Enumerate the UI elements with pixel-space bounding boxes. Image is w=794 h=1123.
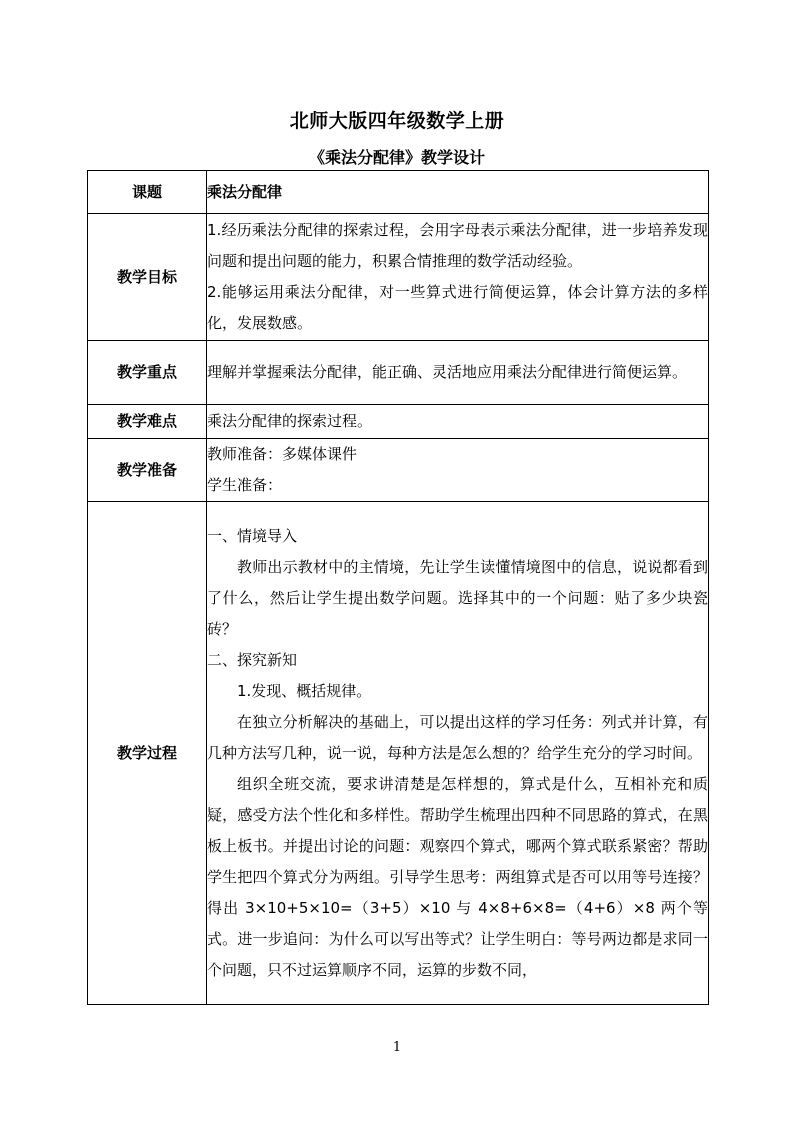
table-row-topic	[88, 171, 709, 214]
teacher-preparation: 教师准备：多媒体课件	[207, 445, 358, 463]
difficulties-label: 教学难点	[88, 405, 207, 439]
key-points-value: 理解并掌握乘法分配律，能正确、灵活地应用乘法分配律进行简便运算。	[207, 341, 709, 405]
process-paragraph-6: 组织全班交流，要求讲清楚是怎样想的，算式是什么，互相补充和质疑，感受方法个性化和多样性。帮助学生梳理出四种不同思路的算式，在黑板上板书。并提出讨论的问题：观察四个算式，哪两个算式联系紧密？帮助学生把四个算式分为两组。引导学生思考：两组算式是否可以用等号连接？得出 3×10+5×10=（3+5）×10 与 4×8+6×8=（4+6）×8 两个等式。进一步追问：为什么可以写出等式？让学生明白：等号两边都是求同一个问题，只不过运算顺序不同，运算的步数不同，	[207, 774, 708, 979]
objectives-content	[207, 214, 709, 341]
table-row-objectives	[88, 214, 709, 341]
preparation-label: 教学准备	[88, 439, 207, 502]
document-subtitle: 《乘法分配律》教学设计	[308, 148, 485, 167]
difficulties-value: 乘法分配律的探索过程。	[207, 405, 709, 439]
page-number: 1	[392, 1040, 402, 1055]
objective-item-1: 1.经历乘法分配律的探索过程，会用字母表示乘法分配律，进一步培养发现问题和提出问题的能力，积累合情推理的数学活动经验。	[207, 221, 708, 270]
table-row-key-points	[88, 341, 709, 405]
topic-label: 课题	[88, 171, 207, 214]
document-title: 北师大版四年级数学上册	[289, 110, 505, 132]
table-row-difficulties	[88, 405, 709, 439]
process-paragraph-4: 1.发现、概括规律。	[237, 681, 372, 700]
objectives-label: 教学目标	[88, 214, 207, 341]
process-paragraph-3: 二、探究新知	[207, 650, 298, 669]
process-paragraph-1: 一、情境导入	[207, 526, 298, 545]
table-row-preparation	[88, 439, 709, 502]
key-points-label: 教学重点	[88, 341, 207, 405]
lesson-plan-table	[87, 170, 709, 1005]
preparation-content	[207, 439, 709, 502]
student-preparation: 学生准备：	[207, 476, 283, 494]
process-content	[207, 502, 709, 1005]
objective-item-2: 2.能够运用乘法分配律，对一些算式进行简便运算，体会计算方法的多样化，发展数感。	[207, 283, 708, 332]
process-paragraph-5: 在独立分析解决的基础上，可以提出这样的学习任务：列式并计算，有几种方法写几种，说一说，每种方法是怎么想的？给学生充分的学习时间。	[207, 712, 708, 762]
topic-value: 乘法分配律	[207, 171, 709, 214]
process-paragraph-2: 教师出示教材中的主情境，先让学生读懂情境图中的信息，说说都看到了什么，然后让学生提出数学问题。选择其中的一个问题：贴了多少块瓷砖？	[207, 557, 708, 638]
process-label: 教学过程	[88, 502, 207, 1005]
table-row-process	[88, 502, 709, 1005]
